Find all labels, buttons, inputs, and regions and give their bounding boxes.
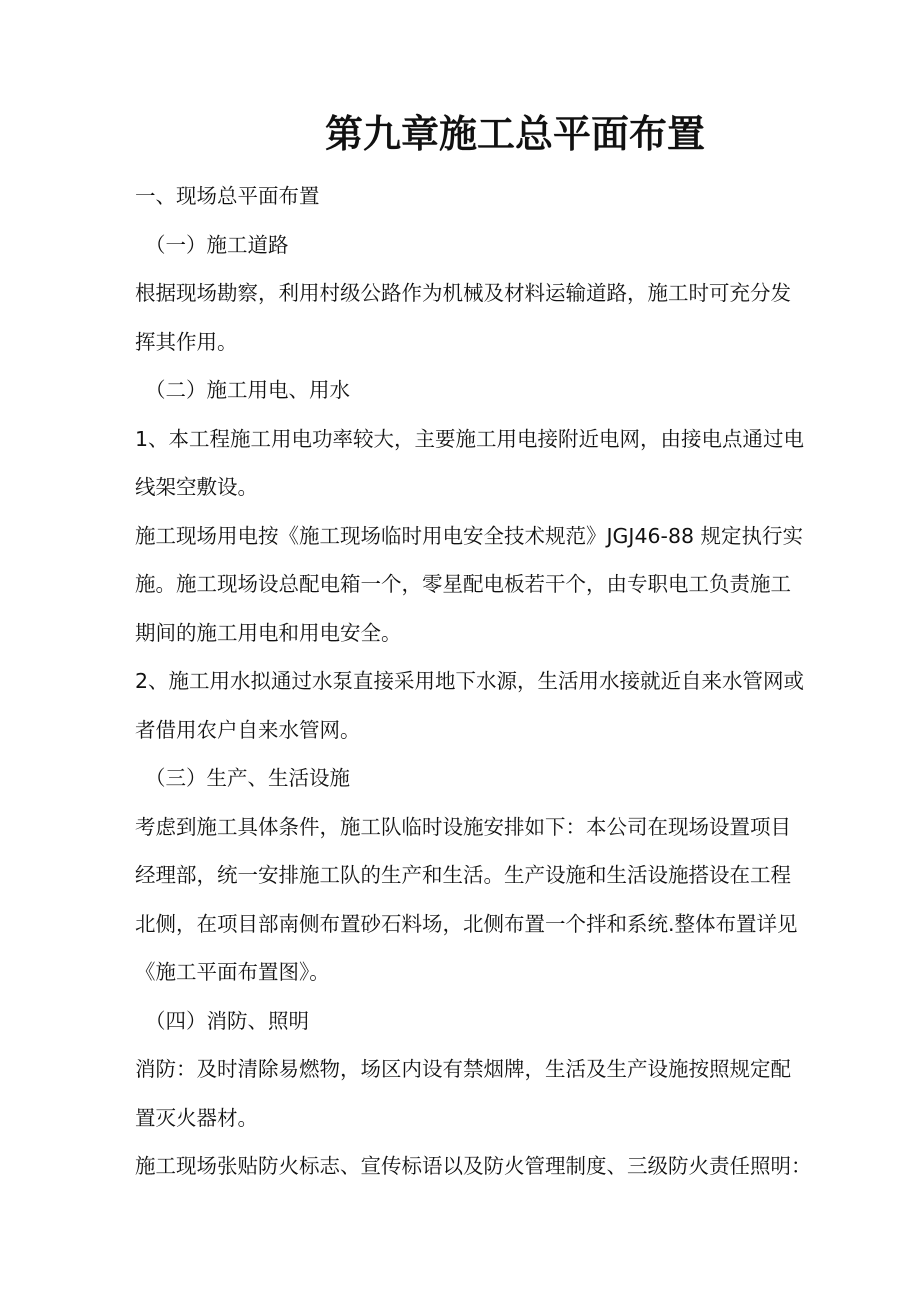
body-line: 北侧，在项目部南侧布置砂石料场，北侧布置一个拌和系统.整体布置详见 [135,911,798,936]
body-line: 消防：及时清除易燃物，场区内设有禁烟牌，生活及生产设施按照规定配 [135,1057,791,1081]
body-line: 施。施工现场设总配电箱一个，零星配电板若干个，由专职电工负责施工 [135,572,791,596]
body-line: 挥其作用。 [135,329,238,354]
document-title: 第九章施工总平面布置 [324,112,705,156]
section-heading: 一、现场总平面布置 [135,184,320,208]
body-line: 施工现场用电按《施工现场临时用电安全技术规范》JGJ46-88 规定执行实 [135,523,804,548]
subsection-heading: （四）消防、照明 [145,1008,309,1033]
subsection-heading: （一）施工道路 [145,232,289,257]
body-line: 2、施工用水拟通过水泵直接采用地下水源，生活用水接就近自来水管网或 [135,669,805,693]
subsection-heading: （三）生产、生活设施 [145,766,350,790]
body-line: 1、本工程施工用电功率较大，主要施工用电接附近电网，由接电点通过电 [135,426,805,451]
body-line: 施工现场张贴防火标志、宣传标语以及防火管理制度、三级防火责任照明： [135,1154,812,1178]
body-line: 考虑到施工具体条件，施工队临时设施安排如下：本公司在现场设置项目 [135,814,791,839]
body-line: 《施工平面布置图》。 [135,960,330,984]
subsection-heading: （二）施工用电、用水 [145,378,350,402]
body-line: 线架空敷设。 [135,475,258,499]
body-line: 根据现场勘察，利用村级公路作为机械及材料运输道路，施工时可充分发 [135,281,791,305]
body-line: 者借用农户自来水管网。 [135,717,361,742]
body-line: 经理部，统一安排施工队的生产和生活。生产设施和生活设施搭设在工程 [135,863,791,887]
document-body [135,172,820,1191]
body-line: 期间的施工用电和用电安全。 [135,620,402,645]
body-line: 置灭火器材。 [135,1105,258,1130]
